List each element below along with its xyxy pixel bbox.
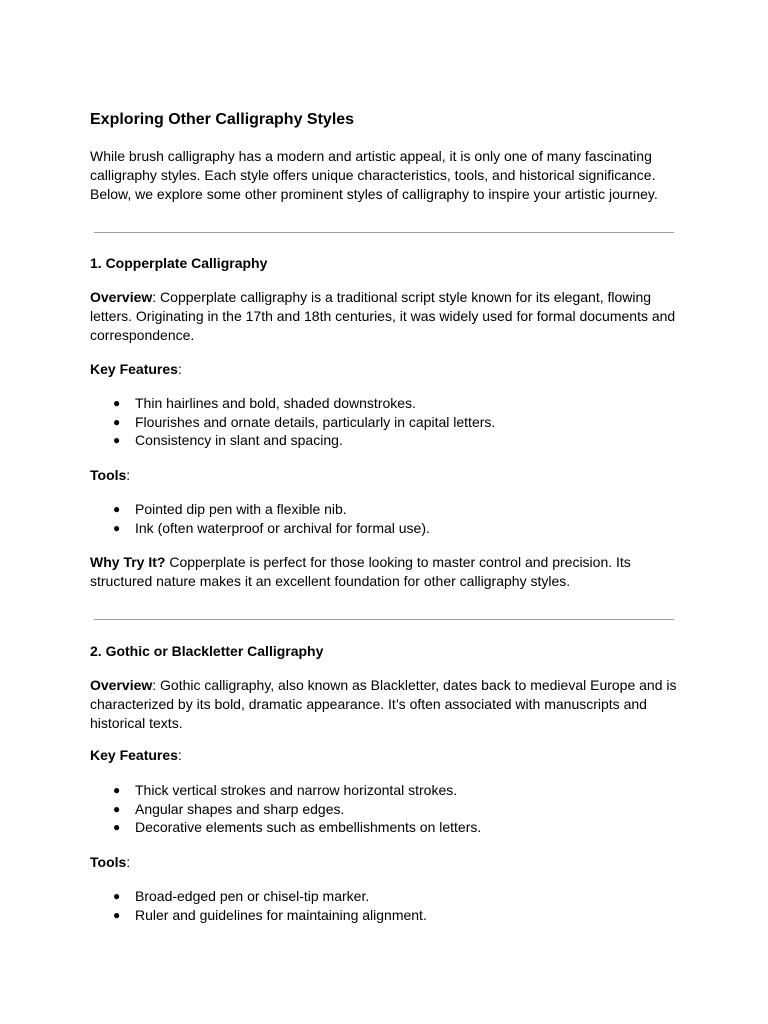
tools-list [90,500,430,537]
why-try-it-paragraph [90,553,680,591]
key-features-list [90,394,495,450]
list-item [90,887,427,906]
section-divider [94,232,674,233]
list-item-text: Flourishes and ornate details, particularly in capital letters. [135,413,496,430]
list-item [90,800,481,819]
list-item [90,500,430,519]
bullet-icon: ● [113,520,121,535]
key-features-colon: : [177,747,182,763]
tools-label: Tools [90,467,127,483]
tools-list [90,887,427,924]
overview-label: Overview [90,677,153,693]
key-features-label-line [90,746,182,765]
list-item-text: Ruler and guidelines for maintaining alignment. [135,906,427,923]
key-features-label: Key Features [90,361,178,377]
list-item-text: Consistency in slant and spacing. [135,432,343,449]
list-item [90,394,495,413]
list-item-text: Decorative elements such as embellishments on letters. [135,819,482,836]
tools-label-line [90,466,130,485]
list-item-text: Thin hairlines and bold, shaded downstrokes. [135,395,416,411]
list-item-text: Pointed dip pen with a flexible nib. [135,501,347,517]
key-features-label: Key Features [90,747,178,763]
bullet-icon: ● [113,396,121,410]
tools-label-line [90,853,130,872]
section-heading: 2. Gothic or Blackletter Calligraphy [90,643,324,659]
intro-paragraph: While brush calligraphy has a modern and artistic appeal, it is only one of many fascinating calligraphy styles. Each style offers unique characteristics, tools, and historical significance. Below, we explore some other prominent styles of calligraphy to inspire your artistic journey. [90,148,658,202]
bullet-icon: ● [113,783,121,797]
key-features-label-line [90,360,182,379]
bullet-icon: ● [113,414,121,429]
list-item-text: Angular shapes and sharp edges. [135,800,345,817]
section-heading: 1. Copperplate Calligraphy [90,255,268,271]
tools-colon: : [126,467,131,483]
page-title: Exploring Other Calligraphy Styles [90,111,355,128]
bullet-icon: ● [113,907,121,922]
list-item [90,413,495,432]
why-try-it-text: Copperplate is perfect for those looking to master control and precision. Its structured nature makes it an excellent foundation for other calligraphy styles. [90,554,631,589]
bullet-icon: ● [113,820,121,835]
list-item [90,781,481,800]
key-features-colon: : [177,361,182,377]
bullet-icon: ● [113,433,121,448]
bullet-icon: ● [113,889,121,903]
list-item-text: Ink (often waterproof or archival for formal use). [135,519,430,536]
bullet-icon: ● [113,502,121,516]
bullet-icon: ● [113,801,121,816]
overview-text: : Copperplate calligraphy is a traditional script style known for its elegant, flowing letters. Originating in the 17th and 18th centuries, it was widely used for formal documents and correspondence. [90,289,676,343]
list-item-text: Thick vertical strokes and narrow horizontal strokes. [135,782,458,798]
list-item [90,519,430,538]
key-features-list [90,781,481,837]
section-divider [94,619,674,620]
overview-text: : Gothic calligraphy, also known as Blackletter, dates back to medieval Europe and is characterized by its bold, dramatic appearance. It’s often associated with manuscripts and historical texts. [90,677,677,731]
list-item [90,906,427,925]
tools-colon: : [126,854,131,870]
overview-paragraph [90,288,680,345]
list-item [90,431,495,450]
overview-label: Overview [90,289,153,305]
list-item [90,818,481,837]
overview-paragraph [90,676,680,733]
tools-label: Tools [90,854,127,870]
list-item-text: Broad-edged pen or chisel-tip marker. [135,888,370,904]
why-try-it-label: Why Try It? [90,554,166,570]
